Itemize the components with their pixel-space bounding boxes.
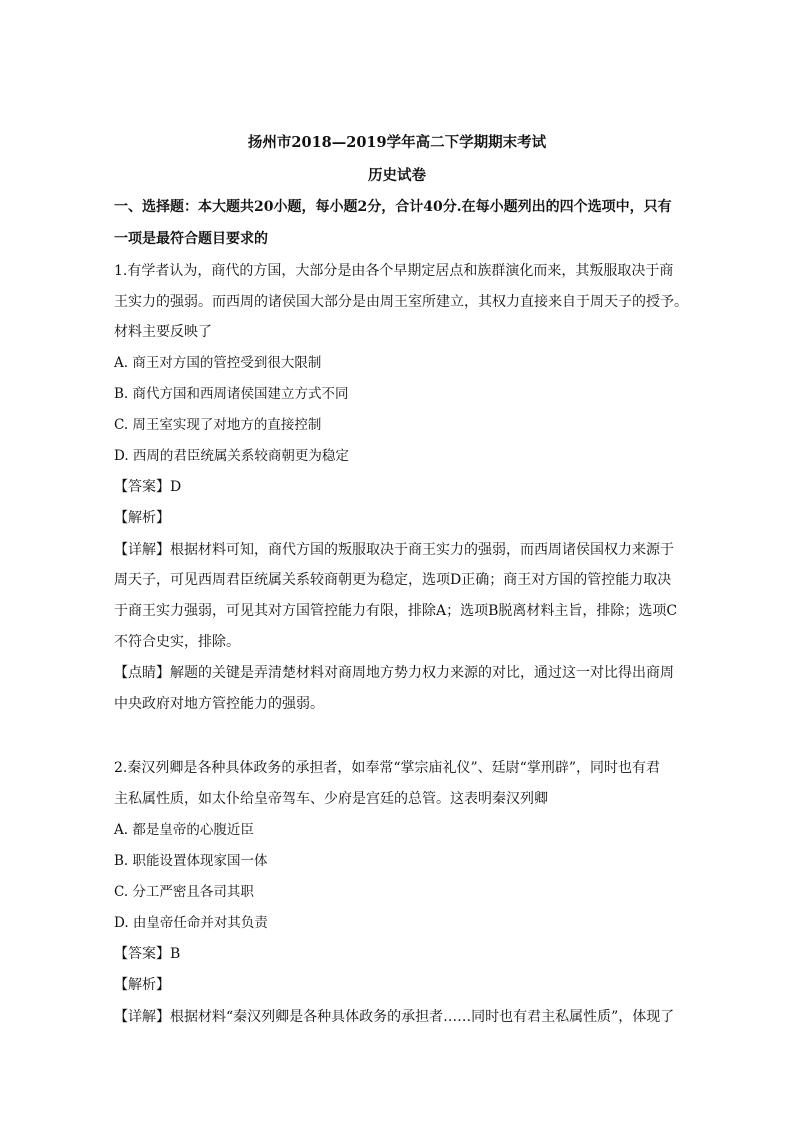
q2-option-c: C. 分工严密且各司其职 — [114, 884, 254, 900]
exam-subtitle: 历史试卷 — [368, 167, 426, 184]
q1-tip-line1: 【点睛】解题的关键是弄清楚材料对商周地方势力权力来源的对比，通过这一对比得出商周 — [114, 665, 674, 681]
q1-stem-line2: 王实力的强弱。而西周的诸侯国大部分是由周王室所建立，其权力直接来自于周天子的授予。 — [114, 294, 688, 310]
q1-option-b: B. 商代方国和西周诸侯国建立方式不同 — [114, 386, 349, 402]
q2-detail-line1: 【详解】根据材料“秦汉列卿是各种具体政务的承担者……同时也有君主私属性质”，体现了 — [114, 1009, 675, 1025]
q1-tip-line2: 中央政府对地方管控能力的强弱。 — [114, 696, 324, 712]
q1-stem-line1: 1.有学者认为，商代的方国，大部分是由各个早期定居点和族群演化而来，其叛服取决于商 — [114, 263, 674, 279]
q1-analysis-label: 【解析】 — [114, 510, 170, 526]
q1-option-c: C. 周王室实现了对地方的直接控制 — [114, 417, 322, 433]
section-heading-line1: 一、选择题：本大题共20小题，每小题2分，合计40分.在每小题列出的四个选项中，只有 — [114, 199, 672, 215]
q2-stem-line2: 主私属性质，如太仆给皇帝驾车、少府是宫廷的总管。这表明秦汉列卿 — [114, 791, 548, 807]
q1-detail-line2: 周天子，可见西周君臣统属关系较商朝更为稳定，选项D正确；商王对方国的管控能力取决 — [114, 572, 672, 588]
exam-title: 扬州市2018—2019学年高二下学期期末考试 — [247, 134, 547, 151]
q2-option-b: B. 职能设置体现家国一体 — [114, 853, 268, 869]
section-heading-line2: 一项是最符合题目要求的 — [114, 231, 268, 247]
q2-analysis-label: 【解析】 — [114, 977, 170, 993]
q1-option-d: D. 西周的君臣统属关系较商朝更为稳定 — [114, 448, 349, 464]
q1-detail-line3: 于商王实力强弱，可见其对方国管控能力有限，排除A；选项B脱离材料主旨，排除；选项C — [114, 603, 678, 619]
q2-stem-line1: 2.秦汉列卿是各种具体政务的承担者，如奉常“掌宗庙礼仪”、廷尉“掌刑辟”，同时也有君 — [114, 760, 660, 776]
q1-detail-line4: 不符合史实，排除。 — [114, 634, 240, 650]
q1-answer: 【答案】D — [114, 479, 182, 495]
q1-option-a: A. 商王对方国的管控受到很大限制 — [114, 355, 322, 371]
q2-option-d: D. 由皇帝任命并对其负责 — [114, 915, 268, 931]
q2-option-a: A. 都是皇帝的心腹近臣 — [114, 822, 254, 838]
q1-detail-line1: 【详解】根据材料可知，商代方国的叛服取决于商王实力的强弱，而西周诸侯国权力来源于 — [114, 542, 674, 558]
q2-answer: 【答案】B — [114, 946, 181, 962]
q1-stem-line3: 材料主要反映了 — [114, 324, 212, 340]
